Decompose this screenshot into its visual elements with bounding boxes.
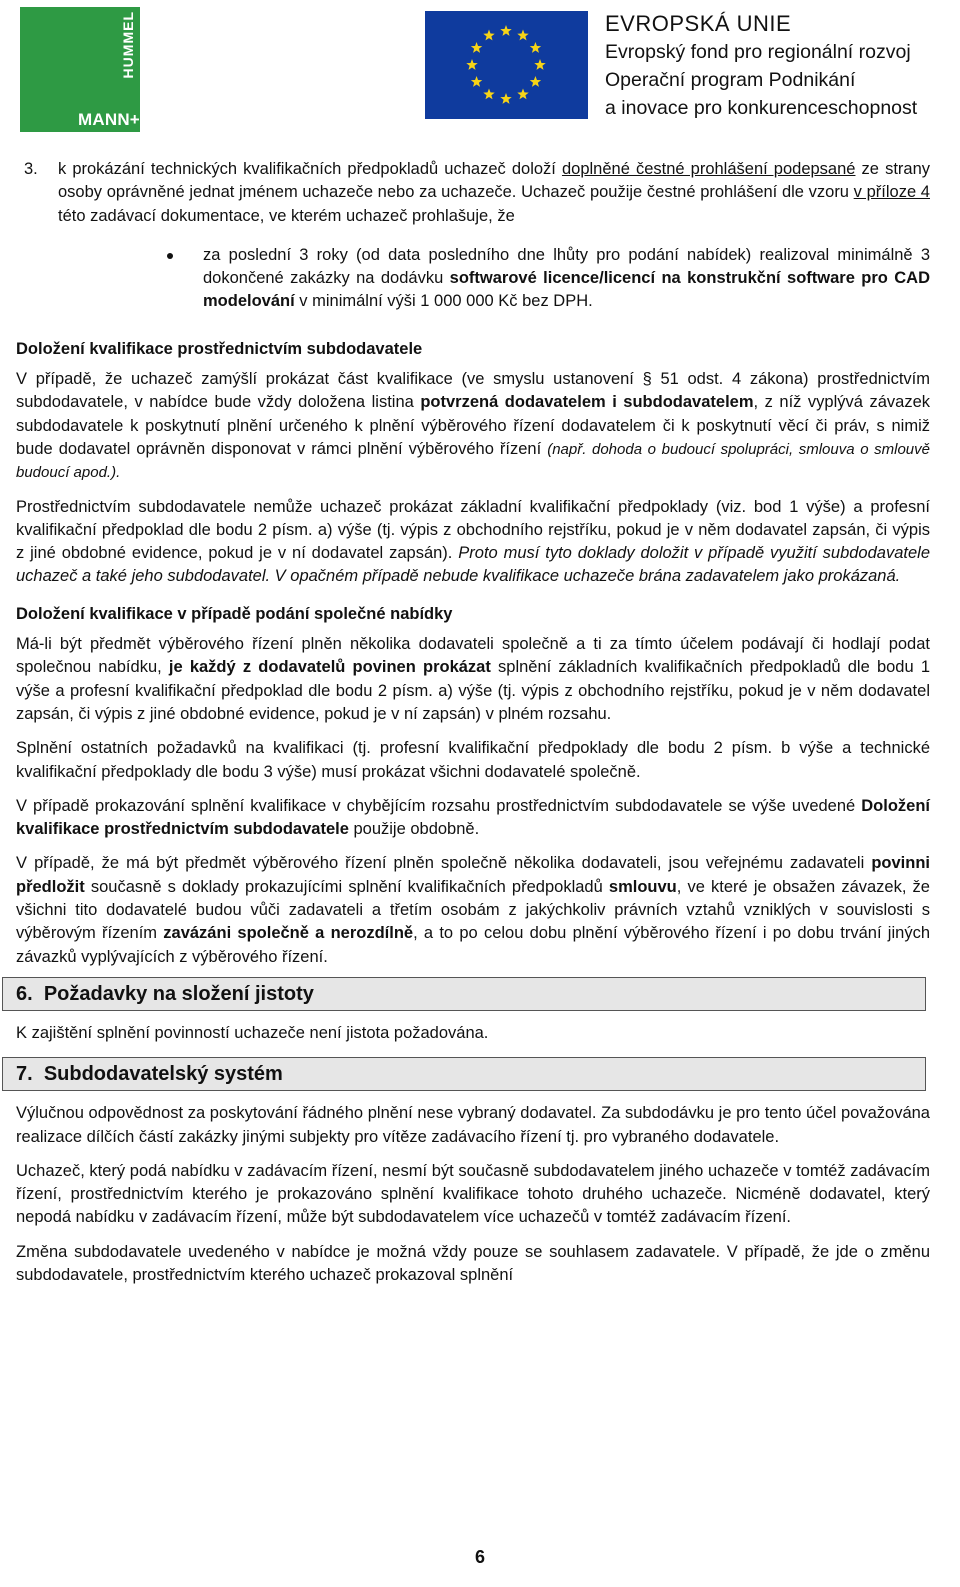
section-7-paragraph-2: Uchazeč, který podá nabídku v zadávacím řízení, nesmí být současně subdodavatelem jiného uchazeče v tomtéž zadávacím řízení, prostřednictvím kterého je prokazováno splnění kvalifikace tohoto druhého uchazeče. Nicméně dodavatel, který nepodá nabídku v zadávacím řízení, může být subdodavatelem více uchazečů v tomtéž zadávacím řízení. <box>16 1161 930 1227</box>
eu-star-icon <box>530 76 541 87</box>
section-6-heading: 6. Požadavky na složení jistoty <box>2 977 926 1011</box>
section-7-paragraph-3: Změna subdodavatele uvedeného v nabídce je možná vždy pouze se souhlasem zadavatele. V případě, že jde o změnu subdodavatele, prostřednictvím kterého uchazeč prokazoval splnění <box>16 1242 930 1284</box>
eu-line-1: EVROPSKÁ UNIE <box>605 11 792 36</box>
bullet-item: za poslední 3 roky (od data posledního dne lhůty pro podání nabídek) realizoval minimálně 3 dokončené zakázky na dodávku softwarové licence/licencí na konstrukční software pro CAD modelování v minimální výši 1 000 000 Kč bez DPH. <box>203 244 930 314</box>
eu-star-icon <box>517 30 528 41</box>
subcontractor-paragraph-2: Prostřednictvím subdodavatele nemůže uchazeč prokázat základní kvalifikační předpoklady (viz. bod 1 výše) a profesní kvalifikační předpoklad dle bodu 2 písm. a) výše (tj. výpis z obchodního rejstříku, pokud je v něm dodavatel zapsán, či výpis z jiné obdobné evidence, pokud je v ní dodavatel zapsán). Proto musí tyto doklady doložit v případě využití subdodavatele uchazeč a také jeho subdodavatel. V opačném případě nebude kvalifikace uchazeče brána zadavatelem jako prokázaná. <box>16 497 930 586</box>
section-7-heading: 7. Subdodavatelský systém <box>2 1057 926 1091</box>
eu-star-icon <box>517 88 528 99</box>
bullet-icon <box>167 253 173 259</box>
subcontractor-paragraph-1: V případě, že uchazeč zamýšlí prokázat část kvalifikace (ve smyslu ustanovení § 51 odst. 4 zákona) prostřednictvím subdodavatele, v nabídce bude vždy doložena listina potvrzená dodavatelem i subdodavatelem, z níž vyplývá závazek subdodavatele k poskytnutí plnění určeného k plnění výběrového řízení dodavatelem či k poskytnutí věcí či práv, s nimiž bude dodavatel oprávněn disponovat v rámci plnění výběrového řízení (např. dohoda o budoucí spolupráci, smlouva o smlouvě budoucí apod.). <box>16 370 931 482</box>
page-header <box>0 0 960 140</box>
eu-funding-text <box>605 10 917 122</box>
page-number: 6 <box>474 1547 485 1567</box>
document-body <box>16 158 930 1287</box>
eu-star-icon <box>483 30 494 41</box>
annex-reference: v příloze 4 <box>853 183 930 202</box>
item-3-text: k prokázání technických kvalifikačních předpokladů uchazeč doloží doplněné čestné prohlášení podepsané ze strany osoby oprávněné jednat jménem uchazeče nebo za uchazeče. Uchazeč použije čestné prohlášení dle vzoru v příloze 4 této zadávací dokumentace, ve kterém uchazeč prohlašuje, že <box>58 160 931 225</box>
eu-star-icon <box>471 42 482 53</box>
underlined-phrase: doplněné čestné prohlášení podepsané <box>561 160 856 178</box>
joint-paragraph-1: Má-li být předmět výběrového řízení plněn několika dodavateli společně a ti za tímto účelem podávají či hodlají podat společnou nabídku, je každý z dodavatelů povinen prokázat splnění základních kvalifikačních předpokladů dle bodu 1 výše a profesní kvalifikační předpoklad dle bodu 2 písm. a) výše (tj. výpis z obchodního rejstříku, pokud je v něm dodavatel zapsán, či výpis z jiné obdobné evidence, pokud je v ní zapsán) v plném rozsahu. <box>16 635 931 723</box>
eu-star-icon <box>500 93 511 104</box>
eu-star-icon <box>483 88 494 99</box>
eu-star-icon <box>534 59 545 70</box>
section-7-paragraph-1: Výlučnou odpovědnost za poskytování řádného plnění nese vybraný dodavatel. Za subdodávku je pro tento účel považována realizace dílčích částí zakázky jinými subjekty pro vítěze zadávacího řízení tj. pro vybraného dodavatele. <box>16 1104 930 1146</box>
eu-line-3: Operační program Podnikání <box>605 69 856 91</box>
joint-paragraph-4: V případě, že má být předmět výběrového řízení plněn společně několika dodavateli, jsou veřejnému zadavateli povinni předložit současně s doklady prokazujícími splnění kvalifikačních předpokladů smlouvu, ve které je obsažen závazek, že všichni tito dodavatelé budou vůči zadavateli a třetím osobám z jakýchkoliv právních vztahů vzniklých v souvislosti s výběrovým řízením zavázáni společně a nerozdílně, a to po celou dobu plnění výběrového řízení i po dobu trvání jiných závazků vyplývajících z výběrového řízení. <box>16 854 930 966</box>
eu-line-2: Evropský fond pro regionální rozvoj <box>605 41 911 63</box>
eu-star-icon <box>466 59 477 70</box>
joint-paragraph-2: Splnění ostatních požadavků na kvalifikaci (tj. profesní kvalifikační předpoklady dle bodu 2 písm. b výše a technické kvalifikační předpoklady dle bodu 3 výše) musí prokázat všichni dodavatelé společně. <box>16 739 930 781</box>
eu-stars-icon <box>425 11 588 119</box>
eu-flag-icon <box>425 11 588 119</box>
eu-star-icon <box>530 42 541 53</box>
eu-line-4: a inovace pro konkurenceschopnost <box>605 97 918 119</box>
list-item-3 <box>16 158 930 314</box>
subcontractor-heading: Doložení kvalifikace prostřednictvím subdodavatele <box>16 339 423 358</box>
eu-star-icon <box>471 76 482 87</box>
section-6-paragraph: K zajištění splnění povinností uchazeče není jistota požadována. <box>16 1023 489 1042</box>
mann-hummel-logo: HUMMEL MANN+ <box>20 7 140 132</box>
joint-bid-heading: Doložení kvalifikace v případě podání společné nabídky <box>16 604 453 623</box>
eu-star-icon <box>500 25 511 36</box>
joint-paragraph-3: V případě prokazování splnění kvalifikace v chybějícím rozsahu prostřednictvím subdodavatele se výše uvedené Doložení kvalifikace prostřednictvím subdodavatele použije obdobně. <box>16 796 930 839</box>
item-number: 3. <box>24 160 38 178</box>
